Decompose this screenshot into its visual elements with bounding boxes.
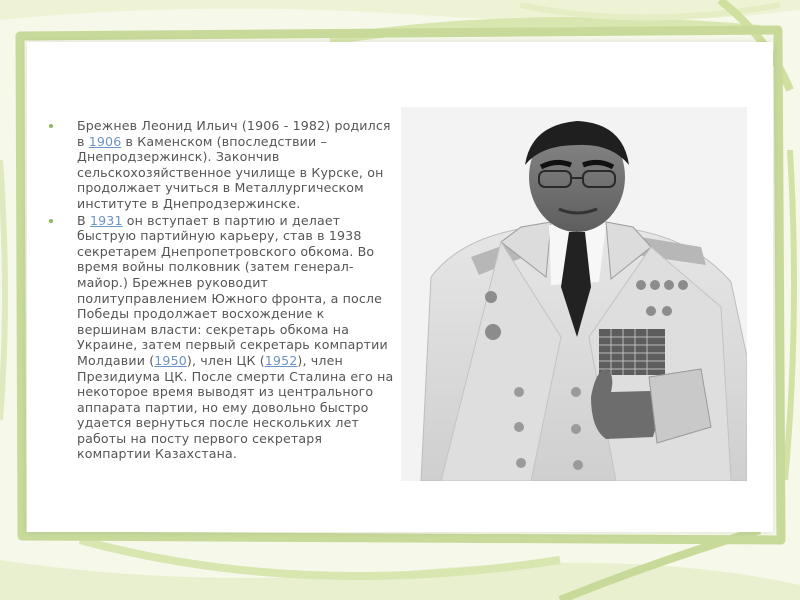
bullet-text-2-part-1: В: [77, 212, 90, 228]
bullet-text-2-part-2: он вступает в партию и делает быструю партийную карьеру, став в 1938 секретарем Днепропетровского обкома. Во время войны полковник (затем генерал-майор.) Брежнев руководит политуправлением Южного фронта, а после Победы продолжает восхождение к вершинам власти: секретарь обкома на Украине, затем первый секретарь компартии Молдавии (: [77, 212, 388, 368]
bullet-dot: [49, 124, 53, 128]
portrait-illustration: [401, 107, 747, 481]
portrait-photo: [401, 107, 747, 481]
bullet-item-career: [49, 213, 394, 463]
link-1952[interactable]: 1952: [264, 352, 298, 368]
link-1906[interactable]: 1906: [88, 133, 122, 149]
bullet-dot: [49, 219, 53, 223]
bullet-text-1-part-1: Брежнев Леонид Ильич (1906 - 1982) родился в: [77, 118, 391, 149]
bullet-text-2-part-3: ), член ЦК (: [186, 352, 265, 368]
bullet-text-1-part-2: в Каменском (впоследствии – Днепродзержинск). Закончив сельскохозяйственное училище в Курске, он продолжает учиться в Металлургическом институте в Днепродзержинске.: [77, 133, 384, 211]
link-1931[interactable]: 1931: [89, 212, 123, 228]
bullet-text-2-part-4: ), член Президиума ЦК. После смерти Сталина его на некоторое время выводят из центрального аппарата партии, но ему довольно быстро удается вернуться после нескольких лет работы на посту первого секретаря компартии Казахстана.: [77, 352, 394, 462]
bullet-item-biography: [49, 118, 394, 212]
bullet-list: [49, 118, 394, 463]
link-1950[interactable]: 1950: [154, 352, 187, 368]
